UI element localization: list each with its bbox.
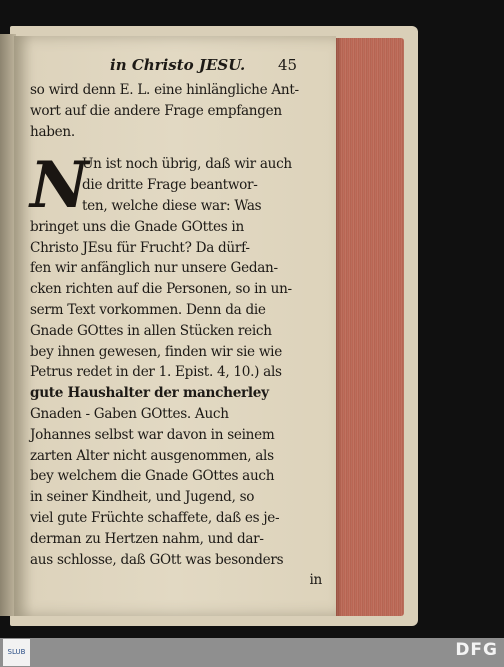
- text-line: Gnade GOttes in allen Stücken reich: [30, 322, 272, 339]
- viewer-footer-bar: [0, 638, 504, 667]
- text-line: bey welchem die Gnade GOttes auch: [30, 468, 275, 485]
- text-line: serm Text vorkommen. Denn da die: [30, 301, 266, 318]
- text-line: Petrus redet in der 1. Epist. 4, 10.) als: [30, 364, 282, 381]
- text-line: gute Haushalter der mancherley: [30, 385, 269, 402]
- text-line: ten, welche diese war: Was: [82, 197, 262, 214]
- text-line: die dritte Frage beantwor-: [82, 177, 258, 194]
- catchword: in: [309, 572, 322, 589]
- library-logo[interactable]: SLUB: [3, 639, 30, 666]
- text-line: so wird denn E. L. eine hinlängliche Ant-: [30, 82, 299, 98]
- text-line: derman zu Hertzen nahm, und dar-: [30, 530, 264, 547]
- text-line: Gnaden - Gaben GOttes. Auch: [30, 405, 229, 422]
- text-line: fen wir anfänglich nur unsere Gedan-: [30, 260, 278, 277]
- text-line: bey ihnen gewesen, finden wir sie wie: [30, 343, 282, 360]
- text-line: aus schlosse, daß GOtt was besonders: [30, 551, 284, 568]
- text-line: Christo JEsu für Frucht? Da dürf-: [30, 239, 250, 256]
- text-line: viel gute Früchte schaffete, daß es je-: [30, 509, 280, 526]
- text-line: bringet uns die Gnade GOttes in: [30, 218, 244, 235]
- running-header: [30, 56, 330, 80]
- page-number: 45: [278, 56, 298, 74]
- header-title: in Christo JESU.: [110, 56, 246, 74]
- text-line: Johannes selbst war davon in seinem: [30, 426, 275, 443]
- text-line: in seiner Kindheit, und Jugend, so: [30, 489, 255, 506]
- text-line: zarten Alter nicht ausgenommen, als: [30, 447, 274, 464]
- text-line: haben.: [30, 123, 75, 140]
- dfg-logo[interactable]: DFG: [455, 640, 498, 660]
- page-edges: [332, 38, 404, 616]
- page-text: [30, 56, 330, 591]
- text-line: wort auf die andere Frage empfangen: [30, 102, 282, 119]
- text-line: Un ist noch übrig, daß wir auch: [82, 156, 292, 173]
- paragraph-start: [30, 148, 330, 224]
- drop-cap: N: [30, 148, 89, 224]
- text-line: cken richten auf die Personen, so in un-: [30, 281, 292, 298]
